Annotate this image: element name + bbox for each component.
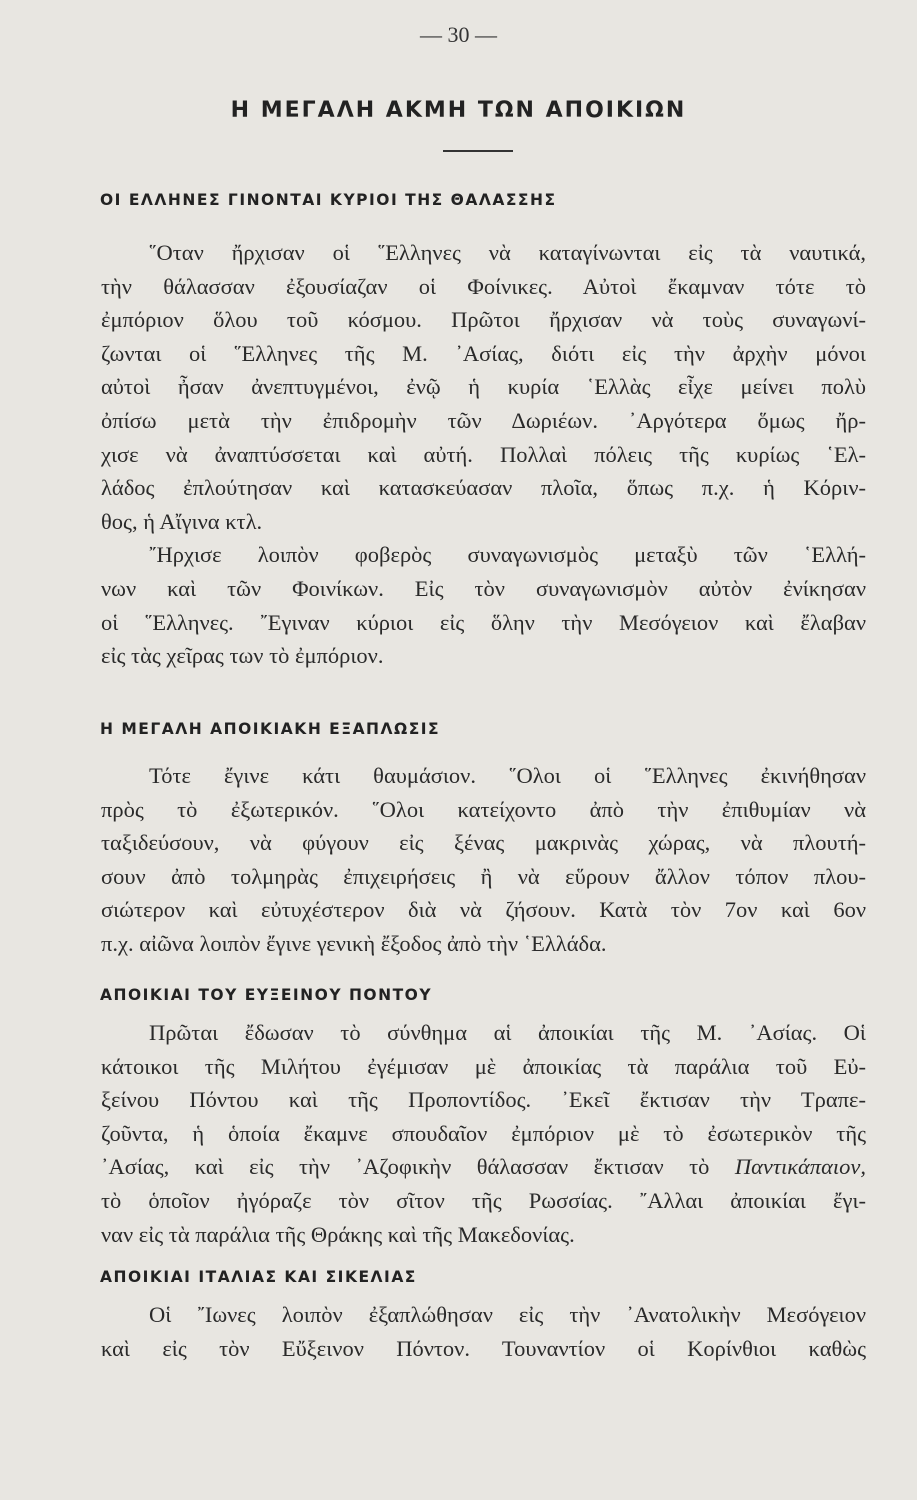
page-number: — 30 — xyxy=(420,22,497,47)
text-line: π.χ. αἰῶνα λοιπὸν ἔγινε γενικὴ ἔξοδος ἀπὸ τὴν ῾Ελλάδα. xyxy=(101,930,607,956)
text-line: τὸ ὁποῖον ἠγόραζε τὸν σῖτον τῆς Ρωσσίας. ῎Αλλαι ἀποικίαι ἔγι- xyxy=(101,1187,866,1213)
text-line: ναν εἰς τὰ παράλια τῆς Θράκης καὶ τῆς Μακεδονίας. xyxy=(101,1221,575,1247)
text-line: ταξιδεύσουν, νὰ φύγουν εἰς ξένας μακρινὰς χώρας, νὰ πλουτή- xyxy=(101,830,866,856)
section-heading-4: ΑΠΟΙΚΙΑΙ ΙΤΑΛΙΑΣ ΚΑΙ ΣΙΚΕΛΙΑΣ xyxy=(100,1268,417,1286)
text-line: λάδος ἐπλούτησαν καὶ κατασκεύασαν πλοῖα, ὅπως π.χ. ἡ Κόριν- xyxy=(101,475,866,501)
italic-place-name: Παντικάπαιον, xyxy=(734,1154,866,1180)
text-fragment: ᾿Ασίας, καὶ εἰς τὴν ᾿Αζοφικὴν θάλασσαν ἔκτισαν τὸ xyxy=(101,1154,710,1180)
text-line: νων καὶ τῶν Φοινίκων. Εἰς τὸν συναγωνισμὸν αὐτὸν ἐνίκησαν xyxy=(101,575,866,601)
text-line xyxy=(101,1150,866,1184)
section-body-3 xyxy=(101,1016,866,1251)
text-line: εἰς τὰς χεῖρας των τὸ ἐμπόριον. xyxy=(101,643,384,669)
section-body-1 xyxy=(101,236,866,673)
text-line: τὴν θάλασσαν ἐξουσίαζαν οἱ Φοίνικες. Αὐτοὶ ἔκαμναν τότε τὸ xyxy=(101,273,866,299)
section-heading-2: Η ΜΕΓΑΛΗ ΑΠΟΙΚΙΑΚΗ ΕΞΑΠΛΩΣΙΣ xyxy=(100,720,441,738)
text-line: σουν ἀπὸ τολμηρὰς ἐπιχειρήσεις ἢ νὰ εὕρουν ἄλλον τόπον πλου- xyxy=(101,863,866,889)
text-line: ῎Ηρχισε λοιπὸν φοβερὸς συναγωνισμὸς μεταξὺ τῶν ῾Ελλή- xyxy=(149,542,866,568)
text-line: ζωνται οἱ ῞Ελληνες τῆς Μ. ᾿Ασίας, διότι εἰς τὴν ἀρχὴν μόνοι xyxy=(101,340,866,366)
section-body-4 xyxy=(101,1298,866,1365)
text-line: ἐμπόριον ὅλου τοῦ κόσμου. Πρῶτοι ἤρχισαν νὰ τοὺς συναγωνί- xyxy=(101,307,866,333)
text-line: πρὸς τὸ ἐξωτερικόν. ῞Ολοι κατείχοντο ἀπὸ τὴν ἐπιθυμίαν νὰ xyxy=(101,796,866,822)
text-line: ὀπίσω μετὰ τὴν ἐπιδρομὴν τῶν Δωριέων. ᾿Αργότερα ὅμως ἤρ- xyxy=(101,407,866,433)
text-line: κάτοικοι τῆς Μιλήτου ἐγέμισαν μὲ ἀποικίας τὰ παράλια τοῦ Εὐ- xyxy=(101,1053,866,1079)
text-line: Οἱ ῎Ιωνες λοιπὸν ἐξαπλώθησαν εἰς τὴν ᾿Ανατολικὴν Μεσόγειον xyxy=(149,1302,866,1327)
section-heading-1: ΟΙ ΕΛΛΗΝΕΣ ΓΙΝΟΝΤΑΙ ΚΥΡΙΟΙ ΤΗΣ ΘΑΛΑΣΣΗΣ xyxy=(100,191,557,209)
chapter-title: Η ΜΕΓΑΛΗ ΑΚΜΗ ΤΩΝ ΑΠΟΙΚΙΩΝ xyxy=(230,98,687,123)
section-body-2 xyxy=(101,759,866,961)
title-rule xyxy=(443,150,513,152)
text-line: οἱ ῞Ελληνες. ῎Εγιναν κύριοι εἰς ὅλην τὴν Μεσόγειον καὶ ἔλαβαν xyxy=(101,609,866,635)
text-line: καὶ εἰς τὸν Εὔξεινον Πόντον. Τουναντίον οἱ Κορίνθιοι καθὼς xyxy=(101,1335,866,1361)
section-heading-3: ΑΠΟΙΚΙΑΙ ΤΟΥ ΕΥΞΕΙΝΟΥ ΠΟΝΤΟΥ xyxy=(100,986,433,1004)
text-line: σιώτερον καὶ εὐτυχέστερον διὰ νὰ ζήσουν. Κατὰ τὸν 7ον καὶ 6ον xyxy=(101,897,866,923)
text-line: ζοῦντα, ἡ ὁποία ἔκαμνε σπουδαῖον ἐμπόριον μὲ τὸ ἐσωτερικὸν τῆς xyxy=(101,1120,866,1146)
text-line: Τότε ἔγινε κάτι θαυμάσιον. ῞Ολοι οἱ ῞Ελληνες ἐκινήθησαν xyxy=(149,763,866,788)
text-line: ξείνου Πόντου καὶ τῆς Προποντίδος. ᾿Εκεῖ ἔκτισαν τὴν Τραπε- xyxy=(101,1087,866,1113)
text-line: ῞Οταν ἤρχισαν οἱ ῞Ελληνες νὰ καταγίνωνται εἰς τὰ ναυτικά, xyxy=(149,240,866,265)
text-line: χισε νὰ ἀναπτύσσεται καὶ αὐτή. Πολλαὶ πόλεις τῆς κυρίως ῾Ελ- xyxy=(101,441,866,467)
text-line: Πρῶται ἔδωσαν τὸ σύνθημα αἱ ἀποικίαι τῆς Μ. ᾿Ασίας. Οἱ xyxy=(149,1020,866,1045)
text-line: αὐτοὶ ἦσαν ἀνεπτυγμένοι, ἐνῷ ἡ κυρία ῾Ελλὰς εἶχε μείνει πολὺ xyxy=(101,374,866,400)
text-line: θος, ἡ Αἴγινα κτλ. xyxy=(101,508,263,534)
